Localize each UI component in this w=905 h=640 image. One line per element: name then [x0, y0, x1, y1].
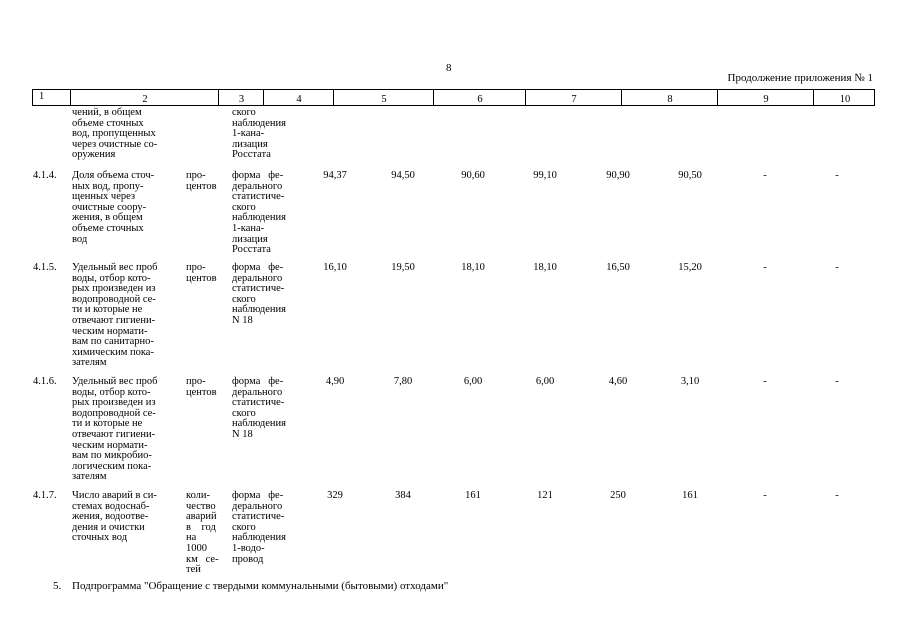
page-number: 8 [446, 62, 452, 74]
row-code: 4.1.7. [33, 490, 57, 501]
continuation-label: Продолжение приложения № 1 [727, 72, 873, 84]
value-cell: 90,60 [461, 170, 485, 181]
value-cell: 6,00 [463, 376, 483, 387]
header-cell: 1 [39, 91, 45, 102]
header-cell: 8 [621, 90, 718, 105]
row-code: 4.1.5. [33, 262, 57, 273]
data-source: форма фе- дерального статистиче- ского наблюдения 1-кана- лизация Росстата [232, 170, 286, 256]
value-cell: 90,50 [678, 170, 702, 181]
header-cell: 5 [333, 90, 434, 105]
unit: про- центов [186, 170, 217, 192]
value-cell: 3,10 [680, 376, 700, 387]
value-cell: - [763, 376, 767, 387]
data-source: форма фе- дерального статистиче- ского наблюдения 1-водо- провод [232, 490, 286, 565]
value-cell: 6,00 [535, 376, 555, 387]
value-cell: 121 [537, 490, 553, 501]
value-cell: - [763, 170, 767, 181]
value-cell: 16,50 [606, 262, 630, 273]
value-cell: 18,10 [461, 262, 485, 273]
indicator-name: Доля объема сточ- ных вод, пропу- щенных через очистные соору- жения, в общем объеме сточных вод [72, 170, 155, 245]
value-cell: - [835, 490, 839, 501]
value-cell: 161 [682, 490, 698, 501]
indicator-name: Удельный вес проб воды, отбор кото- рых произведен из водопроводной се- ти и которые не отвечают гигиени- ческим нормати- вам по санитарно- химическим пока- зателям [72, 262, 158, 369]
value-cell: 4,60 [608, 376, 628, 387]
data-source: ского наблюдения 1-кана- лизация Росстата [232, 107, 286, 161]
header-cell: 2 [70, 90, 219, 105]
row-code: 4.1.4. [33, 170, 57, 181]
value-cell: - [835, 376, 839, 387]
value-cell: - [835, 262, 839, 273]
value-cell: 4,90 [325, 376, 345, 387]
indicator-name: Число аварий в си- стемах водоснаб- жения, водоотве- дения и очистки сточных вод [72, 490, 157, 544]
unit: коли- чество аварий в год на 1000 км се- тей [186, 490, 219, 576]
subprogram-number: 5. [53, 580, 62, 592]
value-cell: 18,10 [533, 262, 557, 273]
value-cell: 15,20 [678, 262, 702, 273]
row-code: 4.1.6. [33, 376, 57, 387]
value-cell: 19,50 [391, 262, 415, 273]
data-source: форма фе- дерального статистиче- ского наблюдения N 18 [232, 376, 286, 440]
value-cell: - [763, 262, 767, 273]
value-cell: 16,10 [323, 262, 347, 273]
value-cell: 90,90 [606, 170, 630, 181]
unit: про- центов [186, 376, 217, 398]
value-cell: 94,37 [323, 170, 347, 181]
value-cell: 99,10 [533, 170, 557, 181]
indicator-name: чений, в общем объеме сточных вод, пропущенных через очистные со- оружения [72, 107, 158, 161]
header-cell: 6 [433, 90, 526, 105]
table-header [32, 89, 875, 106]
header-cell: 9 [717, 90, 814, 105]
header-cell: 3 [218, 90, 264, 105]
value-cell: 7,80 [393, 376, 413, 387]
value-cell: 329 [327, 490, 343, 501]
data-source: форма фе- дерального статистиче- ского наблюдения N 18 [232, 262, 286, 326]
header-cell: 10 [813, 90, 876, 105]
value-cell: - [763, 490, 767, 501]
header-cell: 7 [525, 90, 622, 105]
unit: про- центов [186, 262, 217, 284]
value-cell: - [835, 170, 839, 181]
value-cell: 161 [465, 490, 481, 501]
header-cell: 4 [263, 90, 334, 105]
value-cell: 94,50 [391, 170, 415, 181]
indicator-name: Удельный вес проб воды, отбор кото- рых произведен из водопроводной се- ти и которые не отвечают гигиени- ческим нормати- вам по микробио- логическим пока- зателям [72, 376, 158, 483]
value-cell: 250 [610, 490, 626, 501]
subprogram-title: Подпрограмма "Обращение с твердыми коммунальными (бытовыми) отходами" [72, 580, 449, 592]
value-cell: 384 [395, 490, 411, 501]
